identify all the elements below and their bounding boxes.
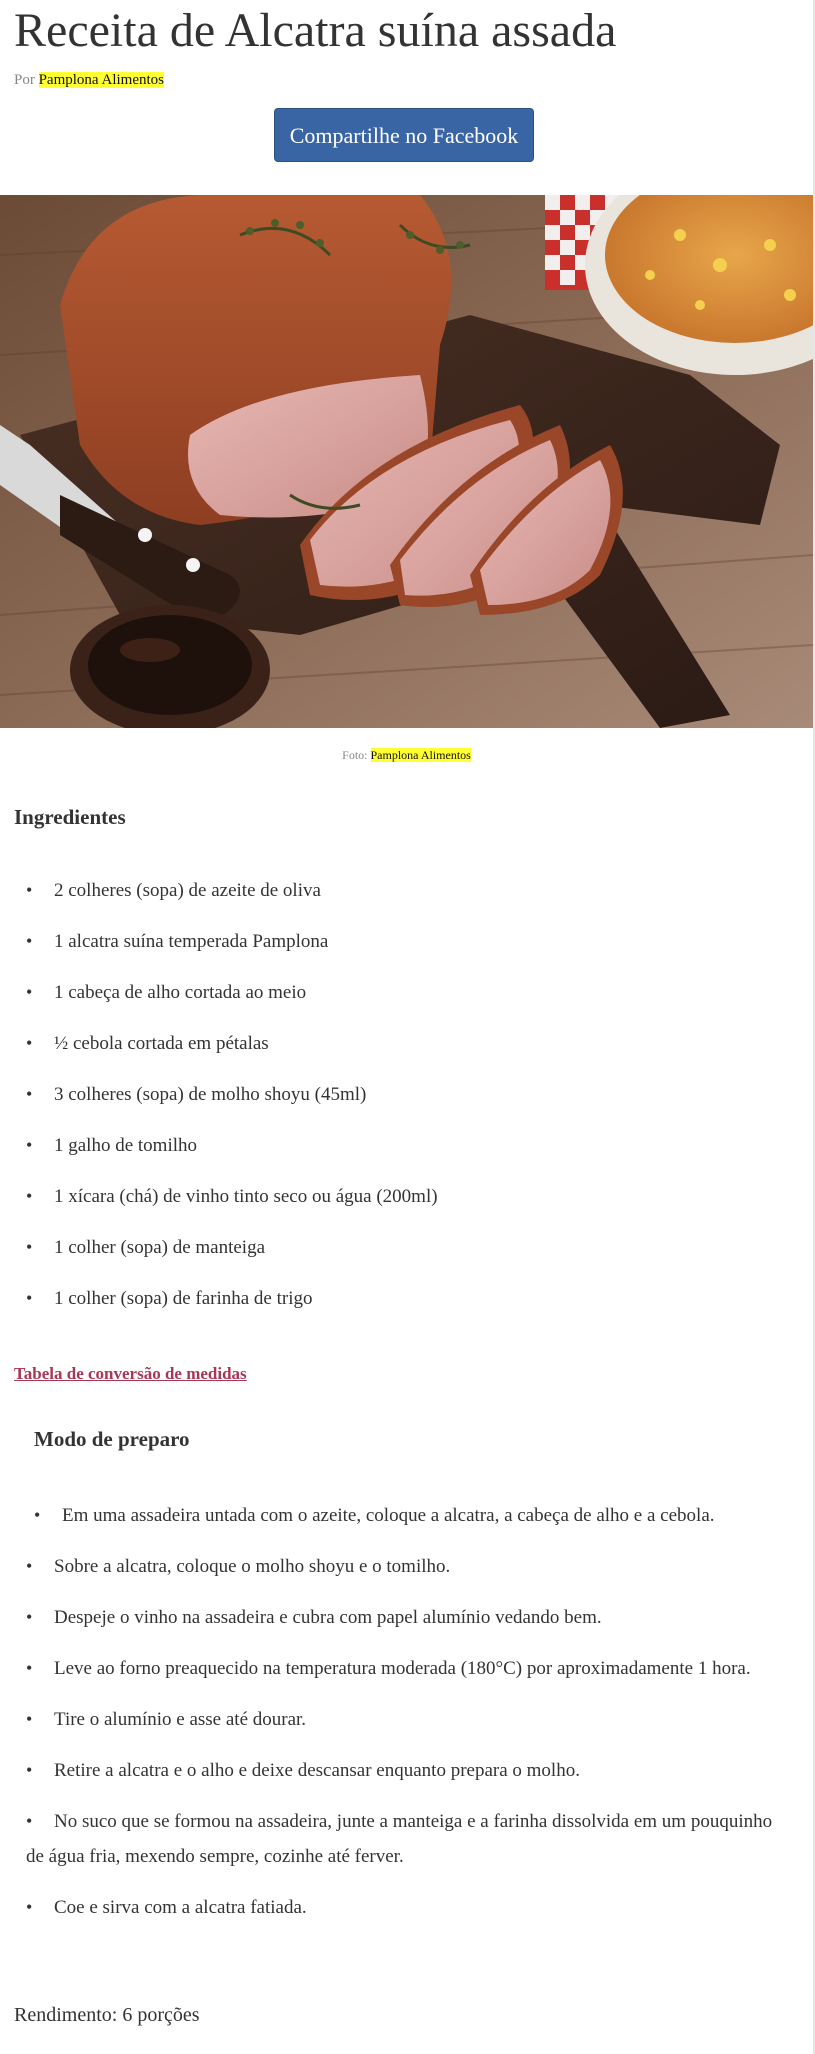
bullet: • bbox=[34, 1505, 41, 1525]
bullet: • bbox=[26, 1084, 33, 1104]
bullet: • bbox=[26, 1135, 33, 1155]
list-item: • 1 xícara (chá) de vinho tinto seco ou água (200ml) bbox=[26, 1179, 796, 1230]
step-item: • Retire a alcatra e o alho e deixe descansar enquanto prepara o molho. bbox=[26, 1753, 796, 1788]
bullet: • bbox=[26, 982, 33, 1002]
bullet: • bbox=[26, 1288, 33, 1308]
bullet: • bbox=[26, 1811, 33, 1831]
list-item: • 1 cabeça de alho cortada ao meio bbox=[26, 975, 796, 1026]
list-item: • 1 colher (sopa) de farinha de trigo bbox=[26, 1281, 796, 1332]
step-item: • Leve ao forno preaquecido na temperatura moderada (180°C) por aproximadamente 1 hora. bbox=[26, 1651, 796, 1686]
bullet: • bbox=[26, 931, 33, 951]
list-item: • 1 alcatra suína temperada Pamplona bbox=[26, 924, 796, 975]
step-item: • No suco que se formou na assadeira, junte a manteiga e a farinha dissolvida em um pouquinho de água fria, mexendo sempre, cozinhe até ferver. bbox=[26, 1804, 796, 1874]
bullet: • bbox=[26, 1709, 33, 1729]
step-item: • Despeje o vinho na assadeira e cubra com papel alumínio vedando bem. bbox=[26, 1600, 796, 1635]
bullet: • bbox=[26, 1556, 33, 1576]
ingredients-heading: Ingredientes bbox=[14, 805, 126, 829]
bullet: • bbox=[26, 1186, 33, 1206]
ingredients-list bbox=[26, 873, 796, 1332]
bullet: • bbox=[26, 1658, 33, 1678]
bullet: • bbox=[26, 1607, 33, 1627]
step-item: • Sobre a alcatra, coloque o molho shoyu e o tomilho. bbox=[26, 1549, 796, 1584]
photo-credit[interactable]: Pamplona Alimentos bbox=[370, 748, 471, 762]
step-item: • Em uma assadeira untada com o azeite, coloque a alcatra, a cabeça de alho e a cebola. bbox=[26, 1498, 796, 1533]
bullet: • bbox=[26, 1237, 33, 1257]
conversion-table-link[interactable]: Tabela de conversão de medidas bbox=[14, 1364, 247, 1383]
byline bbox=[14, 70, 164, 90]
preparation-steps bbox=[26, 1498, 796, 1941]
photo-caption bbox=[0, 746, 813, 764]
step-item: • Coe e sirva com a alcatra fatiada. bbox=[26, 1890, 796, 1925]
bullet: • bbox=[26, 880, 33, 900]
list-item: • ½ cebola cortada em pétalas bbox=[26, 1026, 796, 1077]
step-item: • Tire o alumínio e asse até dourar. bbox=[26, 1702, 796, 1737]
recipe-photo bbox=[0, 195, 813, 728]
recipe-title: Receita de Alcatra suína assada bbox=[14, 4, 617, 57]
preparation-heading: Modo de preparo bbox=[34, 1427, 190, 1451]
byline-prefix: Por bbox=[14, 72, 35, 88]
share-facebook-button[interactable]: Compartilhe no Facebook bbox=[274, 108, 534, 162]
list-item: • 3 colheres (sopa) de molho shoyu (45ml) bbox=[26, 1077, 796, 1128]
bullet: • bbox=[26, 1760, 33, 1780]
list-item: • 1 colher (sopa) de manteiga bbox=[26, 1230, 796, 1281]
bullet: • bbox=[26, 1033, 33, 1053]
recipe-yield: Rendimento: 6 porções bbox=[14, 2004, 200, 2026]
author-name[interactable]: Pamplona Alimentos bbox=[38, 72, 165, 88]
bullet: • bbox=[26, 1897, 33, 1917]
list-item: • 2 colheres (sopa) de azeite de oliva bbox=[26, 873, 796, 924]
caption-prefix: Foto: bbox=[342, 748, 368, 762]
list-item: • 1 galho de tomilho bbox=[26, 1128, 796, 1179]
